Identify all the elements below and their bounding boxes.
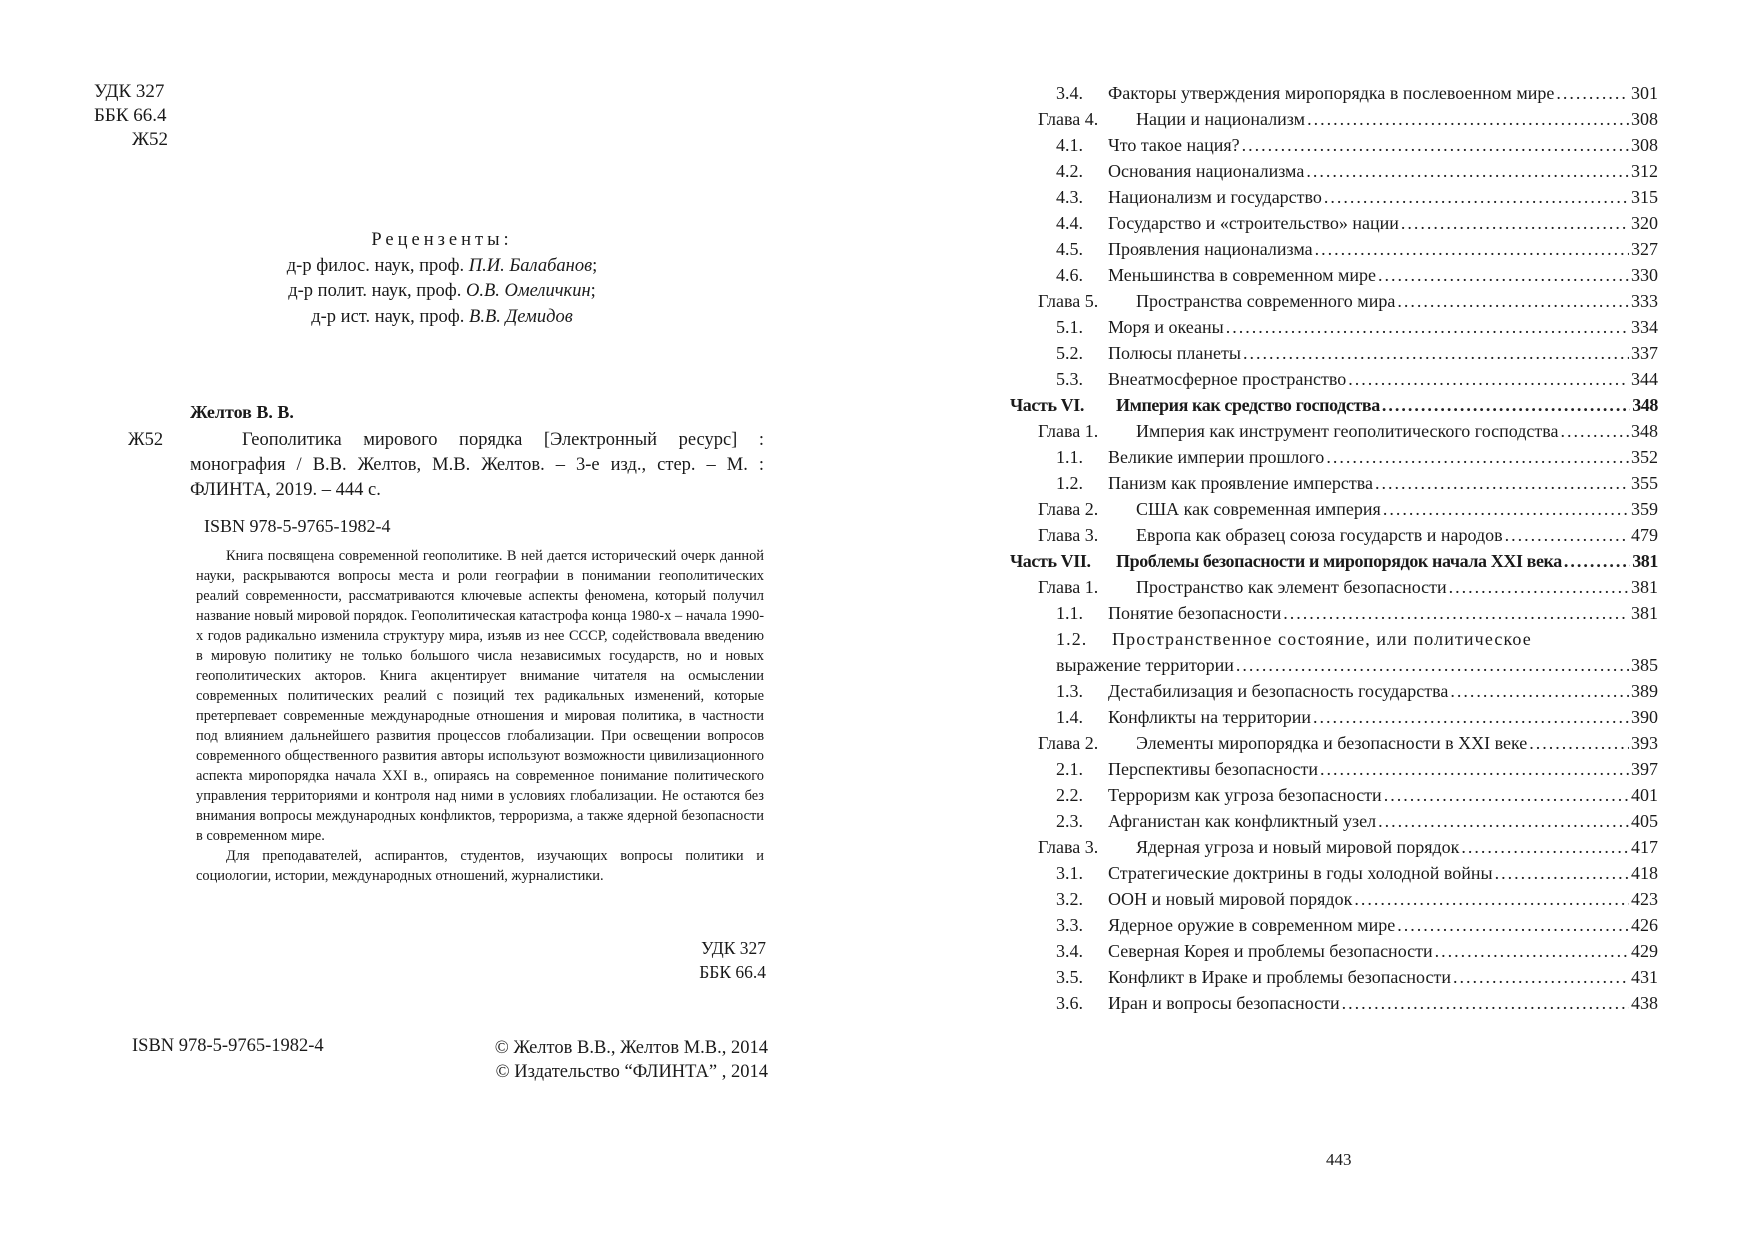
toc-entry-title: Проявления национализма [1108, 239, 1313, 259]
toc-entry-page: 417 [1631, 837, 1658, 857]
toc-entry-title: Нации и национализм [1136, 109, 1306, 129]
toc-entry [1010, 938, 1658, 964]
toc-entry-title: Факторы утверждения миропорядка в послевоенном мире [1108, 83, 1555, 103]
toc-leader-dots [1495, 860, 1629, 886]
table-of-contents [1010, 80, 1658, 1016]
toc-entry [1010, 886, 1658, 912]
toc-entry-number: 2.3. [1056, 811, 1083, 831]
toc-entry [1010, 132, 1658, 158]
toc-entry-title: Европа как образец союза государств и народов [1136, 525, 1503, 545]
reviewer-line [240, 305, 644, 331]
toc-entry-page: 337 [1631, 343, 1658, 363]
toc-entry-number: 3.5. [1056, 967, 1083, 987]
toc-entry-page: 352 [1631, 447, 1658, 467]
toc-entry [1010, 600, 1658, 626]
toc-entry-title: Что такое нация? [1108, 135, 1240, 155]
udk-code: УДК 327 [701, 938, 766, 958]
toc-entry-page: 429 [1631, 941, 1658, 961]
toc-entry-number: Глава 3. [1038, 525, 1099, 545]
toc-leader-dots [1378, 808, 1629, 834]
toc-entry-title: Государство и «строительство» нации [1108, 213, 1399, 233]
reviewer-name: П.И. Балабанов [468, 255, 593, 276]
reviewer-name: В.В. Демидов [469, 306, 573, 327]
toc-entry-title: Великие империи прошлого [1108, 447, 1325, 467]
toc-entry [1010, 210, 1658, 236]
toc-entry [1010, 808, 1658, 834]
toc-leader-dots [1236, 652, 1629, 678]
toc-entry-number: Глава 1. [1038, 577, 1099, 597]
toc-entry [1010, 340, 1658, 366]
toc-leader-dots [1529, 730, 1629, 756]
toc-entry-number: 1.1. [1056, 603, 1083, 623]
toc-entry-title: Панизм как проявление имперства [1108, 473, 1374, 493]
isbn-bottom: ISBN 978-5-9765-1982-4 [132, 1036, 324, 1056]
toc-entry [1010, 158, 1658, 184]
toc-entry [1010, 314, 1658, 340]
toc-entry-number: Глава 4. [1038, 109, 1099, 129]
toc-entry-page: 312 [1631, 161, 1658, 181]
toc-entry [1010, 522, 1658, 548]
toc-entry-title: Империя как средство господства [1116, 395, 1380, 415]
toc-entry-number: 4.2. [1056, 161, 1083, 181]
toc-entry-number: 1.3. [1056, 681, 1083, 701]
toc-entry-title: Империя как инструмент геополитического господства [1136, 421, 1559, 441]
toc-entry-number: 2.2. [1056, 785, 1083, 805]
toc-leader-dots [1461, 834, 1629, 860]
toc-entry [1010, 626, 1658, 652]
library-code: Ж52 [128, 430, 164, 450]
toc-entry-number: 5.2. [1056, 343, 1083, 363]
reviewer-name: О.В. Омеличкин [465, 281, 591, 301]
reviewer-end: ; [592, 255, 598, 276]
toc-entry-page: 355 [1631, 473, 1658, 493]
reviewer-title: д-р полит. наук, проф. [288, 281, 462, 301]
toc-entry-title: Проблемы безопасности и миропорядок начала XXI века [1116, 551, 1562, 571]
toc-entry-page: 438 [1631, 993, 1658, 1013]
toc-leader-dots [1315, 236, 1629, 262]
toc-entry-page: 334 [1631, 317, 1658, 337]
toc-entry-page: 479 [1631, 525, 1658, 545]
toc-entry-number: 1.1. [1056, 447, 1083, 467]
toc-leader-dots [1226, 314, 1629, 340]
toc-entry-page: 344 [1631, 369, 1658, 389]
toc-entry-number: Глава 5. [1038, 291, 1099, 311]
udk-footer [596, 936, 766, 984]
toc-entry-page: 405 [1631, 811, 1658, 831]
bbk-code: ББК 66.4 [94, 105, 167, 126]
toc-entry-number: 3.1. [1056, 863, 1083, 883]
toc-entry-page: 381 [1632, 551, 1658, 571]
annotation-paragraph: Для преподавателей, аспирантов, студентов, изучающих вопросы политики и социологии, истории, международных отношений, журналистики. [196, 848, 764, 884]
toc-entry-number: Глава 2. [1038, 733, 1099, 753]
reviewer-end: ; [590, 281, 596, 301]
toc-entry-title: Пространства современного мира [1136, 291, 1396, 311]
toc-leader-dots [1348, 366, 1629, 392]
toc-entry-number: 5.1. [1056, 317, 1083, 337]
toc-entry-title: США как современная империя [1136, 499, 1381, 519]
toc-entry-title: Моря и океаны [1108, 317, 1224, 337]
udk-code: УДК 327 [94, 81, 165, 102]
toc-entry [1010, 80, 1658, 106]
toc-entry-number: 4.5. [1056, 239, 1083, 259]
toc-entry-title: Ядерное оружие в современном мире [1108, 915, 1396, 935]
toc-leader-dots [1283, 600, 1629, 626]
toc-entry [1010, 756, 1658, 782]
toc-leader-dots [1556, 80, 1629, 106]
toc-entry [1010, 782, 1658, 808]
toc-leader-dots [1505, 522, 1629, 548]
toc-entry-title: Полюсы планеты [1108, 343, 1241, 363]
toc-entry-number: 3.6. [1056, 993, 1083, 1013]
toc-entry [1010, 288, 1658, 314]
toc-entry [1010, 366, 1658, 392]
copyright-line: © Издательство “ФЛИНТА” , 2014 [495, 1062, 768, 1082]
toc-entry-title: Дестабилизация и безопасность государства [1108, 681, 1449, 701]
toc-entry-page: 390 [1631, 707, 1658, 727]
toc-entry-title: Северная Корея и проблемы безопасности [1108, 941, 1433, 961]
toc-entry-number: Часть VII. [1010, 551, 1091, 571]
toc-entry [1010, 964, 1658, 990]
toc-entry-title: Меньшинства в современном мире [1108, 265, 1377, 285]
toc-entry [1010, 990, 1658, 1016]
toc-leader-dots [1378, 262, 1629, 288]
toc-leader-dots [1435, 938, 1629, 964]
toc-leader-dots [1397, 912, 1629, 938]
author-heading: Желтов В. В. [190, 402, 294, 422]
reviewer-line [240, 279, 644, 305]
toc-entry [1010, 262, 1658, 288]
toc-entry [1010, 470, 1658, 496]
toc-entry-title: Пространство как элемент безопасности [1136, 577, 1447, 597]
toc-entry-title: Внеатмосферное пространство [1108, 369, 1347, 389]
toc-leader-dots [1320, 756, 1629, 782]
annotation-paragraph: Книга посвящена современной геополитике. В ней дается исторический очерк данной науки, раскрываются вопросы места и роли географии в понимании геополитических реалий современности, рассматриваются ключевые аспекты феномена, который получил название новый мировой порядок. Геополитическая катастрофа конца 1980-х – начала 1990-х годов радикально изменила структуру мира, изъяв из нее СССР, содействовала введению в мировую политику не только большого числа независимых государств, но и новых геополитических акторов. Книга акцентирует внимание читателя на осмыслении современных политических реалий с позиций тех радикальных изменений, которые претерпевает современные международные отношения и мировая политика, в частности под влиянием дальнейшего развития процессов глобализации. При освещении вопросов современного общественного развития авторы используют возможности цивилизационного аспекта миропорядка начала XXI в., опираясь на современное понимание политического управления территориями и контроля над ними в условиях глобализации. Не остаются без внимания вопросы международных конфликтов, терроризма, а также ядерной безопасности в современном мире. [196, 548, 764, 844]
toc-entry-number: 3.2. [1056, 889, 1083, 909]
toc-entry-title: Конфликт в Ираке и проблемы безопасности [1108, 967, 1451, 987]
toc-leader-dots [1383, 496, 1629, 522]
toc-entry [1010, 496, 1658, 522]
toc-entry [1010, 418, 1658, 444]
toc-entry [1010, 652, 1658, 678]
toc-entry-page: 431 [1631, 967, 1658, 987]
toc-entry-page: 401 [1631, 785, 1658, 805]
toc-entry-title: Национализм и государство [1108, 187, 1322, 207]
udk-header [94, 80, 168, 152]
toc-entry [1010, 912, 1658, 938]
toc-entry-title: выражение территории [1056, 655, 1234, 675]
toc-leader-dots [1401, 210, 1629, 236]
toc-leader-dots [1342, 990, 1629, 1016]
toc-entry-number: 4.6. [1056, 265, 1083, 285]
toc-entry-page: 381 [1631, 577, 1658, 597]
toc-entry [1010, 106, 1658, 132]
isbn: ISBN 978-5-9765-1982-4 [204, 516, 391, 536]
toc-leader-dots [1450, 678, 1629, 704]
toc-leader-dots [1382, 392, 1630, 418]
toc-entry-number: 1.2. [1056, 629, 1088, 649]
toc-entry-page: 327 [1631, 239, 1658, 259]
toc-entry [1010, 704, 1658, 730]
toc-leader-dots [1453, 964, 1629, 990]
page-number: 443 [1326, 1150, 1352, 1169]
copyright-block [456, 1036, 768, 1084]
toc-leader-dots [1306, 158, 1629, 184]
toc-entry-page: 330 [1631, 265, 1658, 285]
toc-leader-dots [1449, 574, 1629, 600]
toc-entry-title: Стратегические доктрины в годы холодной войны [1108, 863, 1493, 883]
toc-entry-page: 385 [1631, 655, 1658, 675]
toc-entry-title: Иран и вопросы безопасности [1108, 993, 1340, 1013]
toc-entry-page: 308 [1631, 135, 1658, 155]
toc-leader-dots [1375, 470, 1629, 496]
toc-entry-number: 4.4. [1056, 213, 1083, 233]
toc-entry [1010, 678, 1658, 704]
copyright-line: © Желтов В.В., Желтов М.В., 2014 [494, 1038, 768, 1058]
toc-leader-dots [1243, 340, 1629, 366]
toc-entry-title: Афганистан как конфликтный узел [1108, 811, 1377, 831]
toc-entry-title: Конфликты на территории [1108, 707, 1312, 727]
toc-entry-page: 381 [1631, 603, 1658, 623]
toc-entry [1010, 860, 1658, 886]
toc-entry-page: 397 [1631, 759, 1658, 779]
toc-entry-title: Основания национализма [1108, 161, 1305, 181]
toc-entry-number: 5.3. [1056, 369, 1083, 389]
bbk-code: ББК 66.4 [699, 962, 766, 982]
toc-entry-number: Глава 3. [1038, 837, 1099, 857]
toc-entry-page: 393 [1631, 733, 1658, 753]
toc-entry-title: Перспективы безопасности [1108, 759, 1319, 779]
toc-leader-dots [1354, 886, 1629, 912]
toc-entry [1010, 548, 1658, 574]
annotation [196, 546, 764, 886]
toc-entry-number: 1.4. [1056, 707, 1083, 727]
toc-leader-dots [1326, 444, 1629, 470]
toc-leader-dots [1324, 184, 1629, 210]
toc-entry-page: 426 [1631, 915, 1658, 935]
reviewers-block [240, 228, 644, 330]
toc-entry [1010, 236, 1658, 262]
toc-entry-number: Глава 2. [1038, 499, 1099, 519]
toc-entry-number: 3.4. [1056, 83, 1083, 103]
toc-entry-page: 320 [1631, 213, 1658, 233]
toc-entry-title: Ядерная угроза и новый мировой порядок [1136, 837, 1460, 857]
toc-entry-number: 4.3. [1056, 187, 1083, 207]
toc-entry-number: 2.1. [1056, 759, 1083, 779]
toc-entry-number: 1.2. [1056, 473, 1083, 493]
toc-entry-page: 359 [1631, 499, 1658, 519]
toc-leader-dots [1564, 548, 1630, 574]
toc-leader-dots [1313, 704, 1629, 730]
toc-entry-page: 389 [1631, 681, 1658, 701]
toc-entry [1010, 444, 1658, 470]
toc-entry-page: 301 [1631, 83, 1658, 103]
reviewer-title: д-р филос. наук, проф. [286, 255, 465, 276]
toc-entry-page: 423 [1631, 889, 1658, 909]
toc-entry-page: 348 [1632, 395, 1658, 415]
toc-entry-title: Элементы миропорядка и безопасности в XXI веке [1136, 733, 1528, 753]
toc-entry-number: 3.3. [1056, 915, 1083, 935]
toc-entry-number: Глава 1. [1038, 421, 1099, 441]
toc-entry-page: 348 [1631, 421, 1658, 441]
reviewers-heading: Рецензенты: [371, 230, 513, 250]
toc-entry-page: 333 [1631, 291, 1658, 311]
reviewer-title: д-р ист. наук, проф. [311, 306, 465, 327]
toc-entry [1010, 392, 1658, 418]
toc-entry-title: Понятие безопасности [1108, 603, 1282, 623]
toc-entry-number: Часть VI. [1010, 395, 1084, 415]
toc-entry-number: 4.1. [1056, 135, 1083, 155]
author-mark: Ж52 [132, 129, 169, 150]
toc-leader-dots [1242, 132, 1629, 158]
toc-entry-title: Терроризм как угроза безопасности [1108, 785, 1382, 805]
bibliographic-citation: Геополитика мирового порядка [Электронный ресурс] : монография / В.В. Желтов, М.В. Желтов. – 3-е изд., стер. – М. : ФЛИНТА, 2019. – 444 с. [190, 430, 764, 500]
reviewer-line [240, 254, 644, 280]
toc-entry [1010, 184, 1658, 210]
toc-entry-page: 315 [1631, 187, 1658, 207]
toc-entry-title: ООН и новый мировой порядок [1108, 889, 1353, 909]
toc-leader-dots [1397, 288, 1629, 314]
toc-entry [1010, 574, 1658, 600]
toc-entry [1010, 730, 1658, 756]
toc-entry [1010, 834, 1658, 860]
toc-leader-dots [1561, 418, 1629, 444]
toc-entry-page: 418 [1631, 863, 1658, 883]
toc-entry-title: Пространственное состояние, или политическое [1112, 629, 1532, 649]
toc-entry-number: 3.4. [1056, 941, 1083, 961]
toc-leader-dots [1384, 782, 1629, 808]
toc-leader-dots [1307, 106, 1629, 132]
toc-entry-page: 308 [1631, 109, 1658, 129]
